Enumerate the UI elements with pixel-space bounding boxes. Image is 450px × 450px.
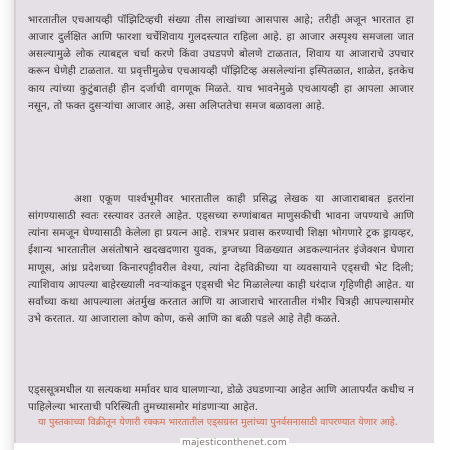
stories-paragraph: अशा एकूण पार्श्वभूमीवर भारतातील काही प्रसिद्ध लेखक या आजाराबाबत इतरांना सांगण्यासाठी स्वतः रस्त्यावर उतरले आहेत. एड्सच्या रुग्णांबाबत माणुसकीची भावना जपण्याचे आणि त्यांना समजून घेण्यासाठी केलेला हा प्रयत्न आहे. रात्रभर प्रवास करण्याची शिक्षा भोगणारे ट्रक ड्रायव्हर, ईशान्य भारतातील असंतोषाने खदखदणारा युवक, ड्रग्जच्या विळख्यात अडकल्यानंतर इंजेक्शन घेणारा माणूस, आंध्र प्रदेशच्या किनारपट्टीवरील वेश्या, त्यांना देहविक्रीच्या या व्यवसायाने एड्सची भेट दिली; त्याशिवाय आपल्या बाहेरख्याली नवऱ्यांकडून एड्सची भेट मिळालेल्या काही घरंदाज गृहिणीही आहेत. या सर्वांच्या कथा आपल्याला अंतर्मुख करतात आणि या आजाराचे भारतातील गंभीर चित्रही आपल्यासमोर उभे करतात. या आजाराला कोण कोण, कसे आणि का बळी पडले आहे तेही कळते. — [28, 193, 414, 326]
closing-paragraph: एड्ससूत्रमधील या सत्यकथा मर्मावर घाव घालणाऱ्या, डोळे उघडणाऱ्या आहेत आणि आतापर्यंत कधीच न पाहिलेल्या भारताची परिस्थिती तुमच्यासमोर मांडणाऱ्या आहेत. — [28, 384, 414, 414]
intro-paragraph: भारतातील एचआयव्ही पॉझिटिव्हची संख्या तीस लाखांच्या आसपास आहे; तरीही अजून भारतात हा आजार दुर्लक्षित आणि फारशा चर्चेशिवाय गुलदस्त्यात राहिला आहे. हा आजार अस्पृश्य समजला जात असल्यामुळे लोक त्याबद्दल चर्चा करणे किंवा उघडपणे बोलणे टाळतात, शिवाय या आजाराचे उपचार करून घेणेही टाळतात. या प्रवृत्तीमुळेच एचआयव्ही पॉझिटिव्ह असलेल्यांना इस्पितळात, शाळेत, इतकेच काय त्यांच्या कुटुंबातही हीन दर्जाची वागणूक मिळते. याच भावनेमुळे एचआयव्ही हा आपला आजार नसून, तो फक्त दुसऱ्यांचा आजार आहे, असा अलिप्ततेचा समज बळावला आहे. — [28, 14, 414, 112]
page-left-edge-shadow — [0, 0, 14, 450]
proceeds-note: या पुस्तकाच्या विक्रीतून येणारी रक्कम भारतातील एड्सग्रस्त मुलांच्या पुनर्वसनासाठी वापरण्यात येणार आहे. — [38, 417, 398, 428]
website-watermark: majesticonthenet.com — [182, 438, 287, 448]
